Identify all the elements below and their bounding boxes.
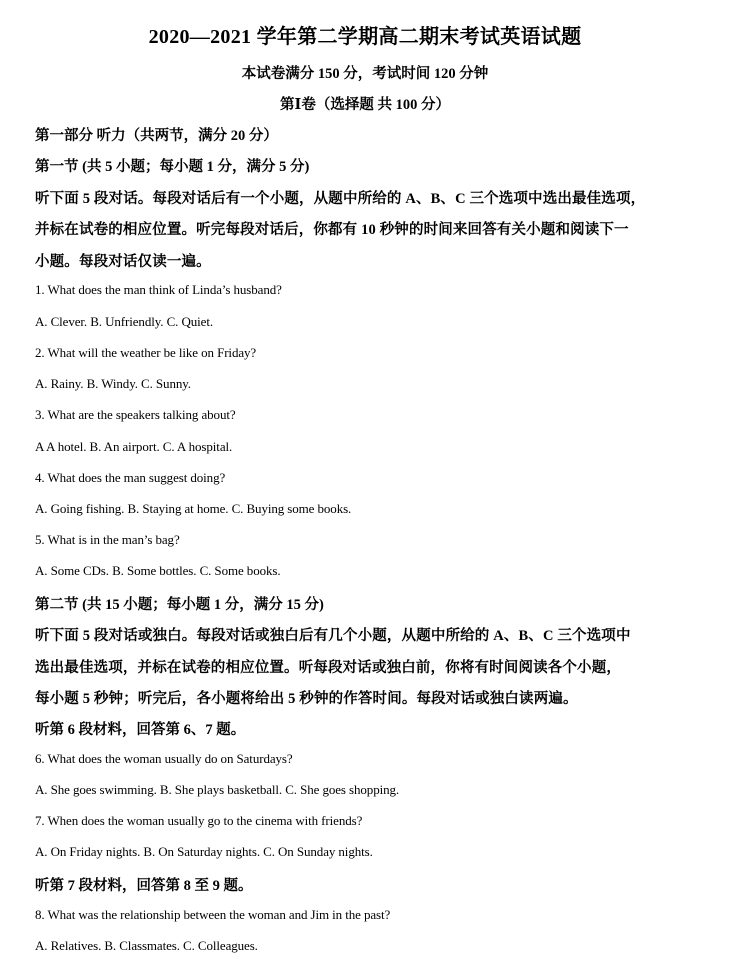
- question-3-options: A A hotel. B. An airport. C. A hospital.: [35, 439, 233, 454]
- section1-instruction-line: 并标在试卷的相应位置。听完每段对话后，你都有 10 秒钟的时间来回答有关小题和阅读下一: [35, 222, 629, 238]
- question-6: 6. What does the woman usually do on Saturdays?: [35, 751, 293, 766]
- material-6-heading: 听第 6 段材料，回答第 6、7 题。: [35, 722, 246, 738]
- section2-instruction-line: 听下面 5 段对话或独白。每段对话或独白后有几个小题，从题中所给的 A、B、C 三个选项中: [35, 628, 631, 644]
- question-4: 4. What does the man suggest doing?: [35, 470, 226, 485]
- volume-heading: 第Ⅰ卷（选择题 共 100 分）: [280, 97, 450, 113]
- score-time-note: 本试卷满分 150 分，考试时间 120 分钟: [241, 66, 489, 82]
- question-7-options: A. On Friday nights. B. On Saturday nights. C. On Sunday nights.: [35, 844, 373, 859]
- question-2: 2. What will the weather be like on Friday?: [35, 345, 257, 360]
- question-6-options: A. She goes swimming. B. She plays basketball. C. She goes shopping.: [35, 782, 400, 797]
- question-5-options: A. Some CDs. B. Some bottles. C. Some books.: [35, 563, 281, 578]
- exam-title: 2020—2021 学年第二学期高二期末考试英语试题: [148, 26, 582, 48]
- question-7: 7. When does the woman usually go to the cinema with friends?: [35, 813, 363, 828]
- section1-heading: 第一节 (共 5 小题；每小题 1 分，满分 5 分): [35, 159, 310, 175]
- section2-heading: 第二节 (共 15 小题；每小题 1 分，满分 15 分): [35, 597, 324, 613]
- section1-instruction-line: 听下面 5 段对话。每段对话后有一个小题，从题中所给的 A、B、C 三个选项中选出最佳选项，: [35, 191, 646, 207]
- section2-instruction-line: 每小题 5 秒钟；听完后，各小题将给出 5 秒钟的作答时间。每段对话或独白读两遍。: [35, 691, 578, 707]
- part1-heading: 第一部分 听力（共两节，满分 20 分）: [35, 128, 278, 144]
- section2-instruction-line: 选出最佳选项，并标在试卷的相应位置。听每段对话或独白前，你将有时间阅读各个小题，: [35, 660, 621, 676]
- question-8: 8. What was the relationship between the woman and Jim in the past?: [35, 907, 391, 922]
- question-5: 5. What is in the man’s bag?: [35, 532, 180, 547]
- material-7-heading: 听第 7 段材料，回答第 8 至 9 题。: [35, 878, 253, 894]
- question-2-options: A. Rainy. B. Windy. C. Sunny.: [35, 376, 191, 391]
- question-4-options: A. Going fishing. B. Staying at home. C. Buying some books.: [35, 501, 352, 516]
- question-3: 3. What are the speakers talking about?: [35, 407, 236, 422]
- question-1-options: A. Clever. B. Unfriendly. C. Quiet.: [35, 314, 213, 329]
- question-8-options: A. Relatives. B. Classmates. C. Colleagues.: [35, 938, 258, 953]
- question-1: 1. What does the man think of Linda’s husband?: [35, 282, 282, 297]
- section1-instruction-line: 小题。每段对话仅读一遍。: [35, 254, 211, 270]
